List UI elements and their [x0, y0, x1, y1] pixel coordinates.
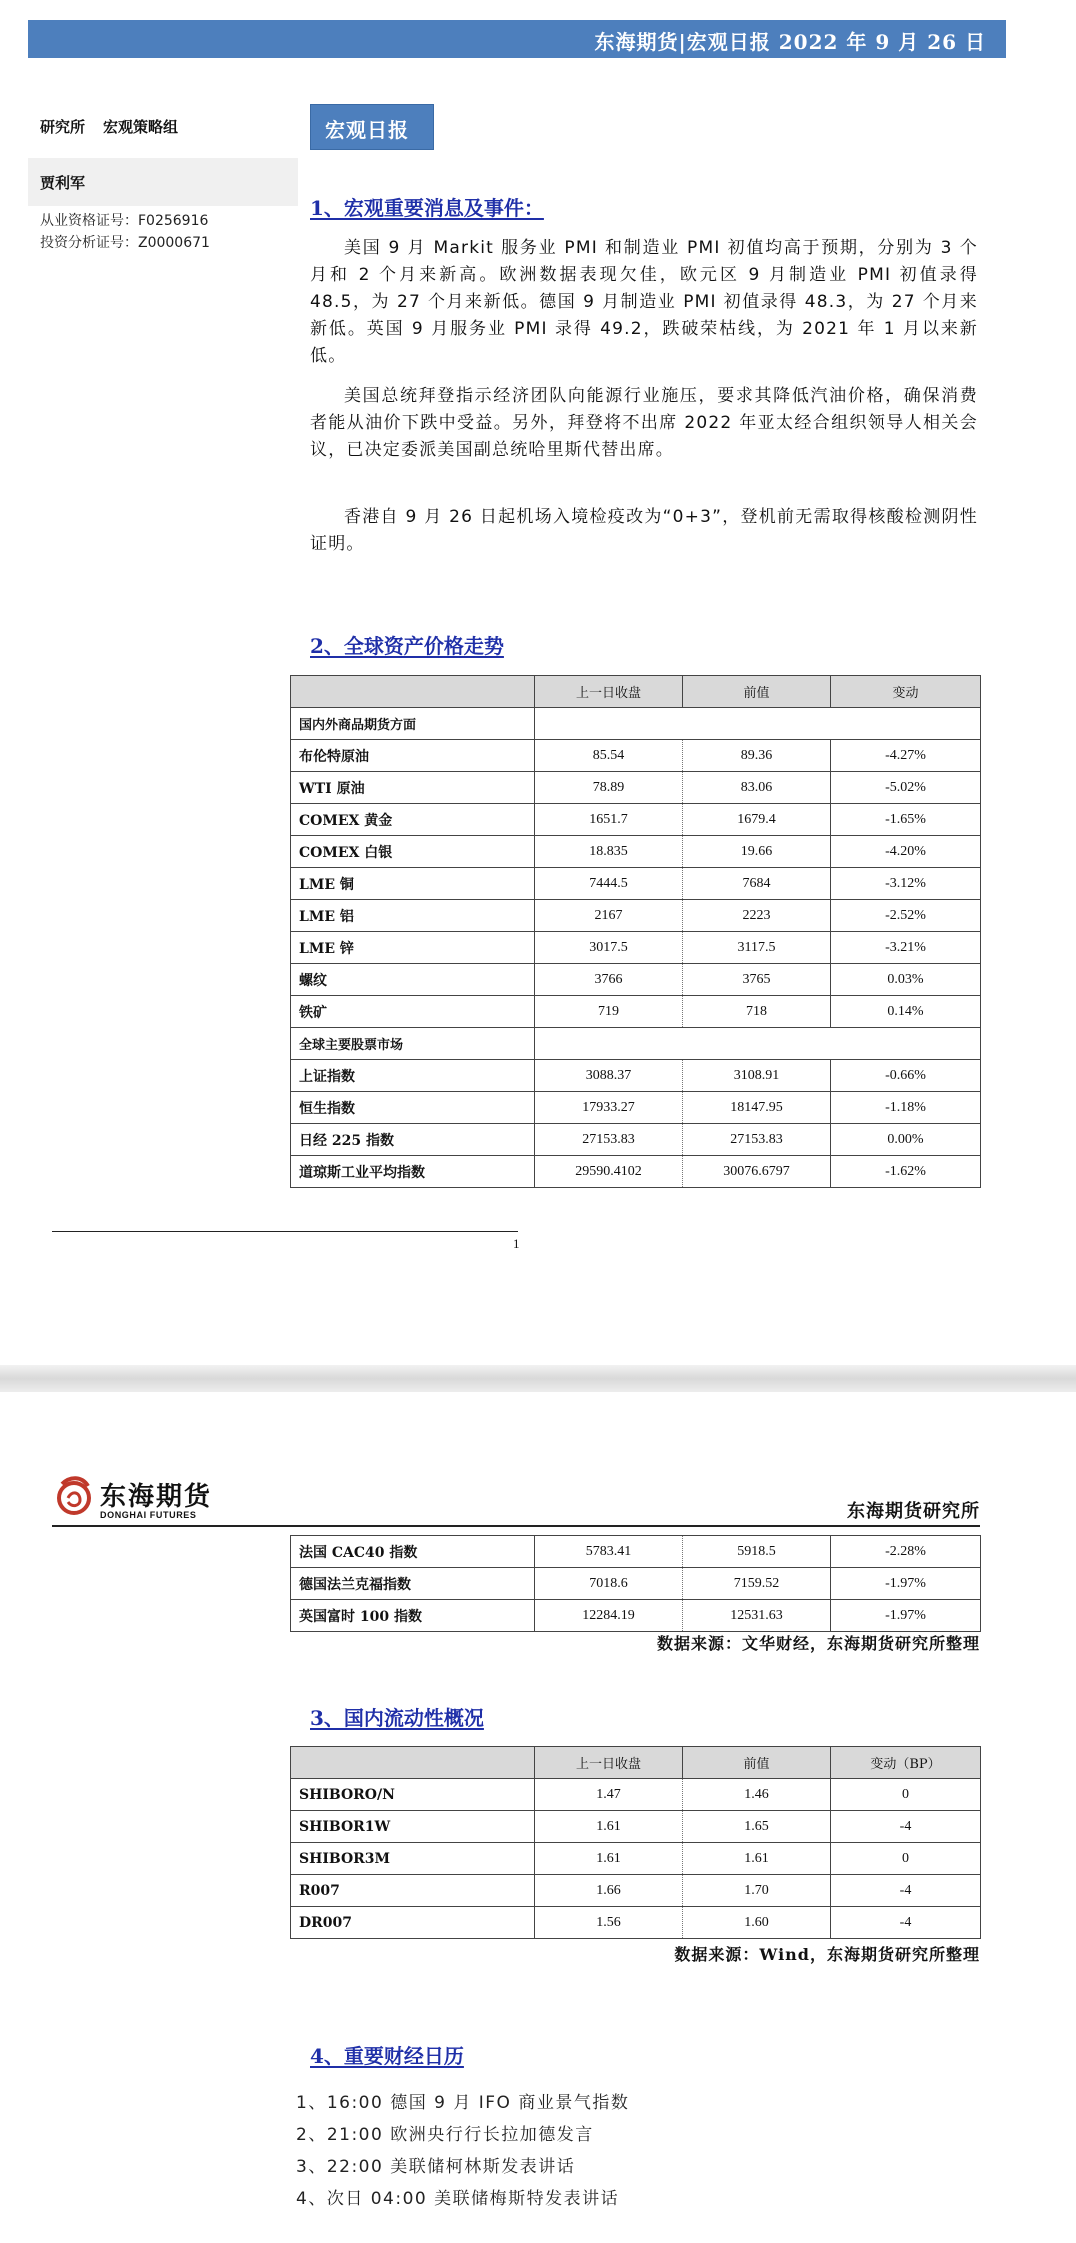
row-prev: 7159.52 — [683, 1568, 831, 1600]
section-4-title: 4、重要财经日历 — [310, 2044, 464, 2068]
row-change: -3.21% — [831, 932, 981, 964]
report-title: 宏观日报 — [325, 118, 409, 142]
row-prev: 1.61 — [683, 1843, 831, 1875]
table-row — [291, 1843, 981, 1875]
row-close: 78.89 — [535, 772, 683, 804]
author-box — [28, 158, 298, 206]
row-name: 上证指数 — [291, 1060, 535, 1092]
row-close: 27153.83 — [535, 1124, 683, 1156]
liquidity-table — [290, 1746, 981, 1939]
table-row — [291, 1156, 981, 1188]
row-prev: 1.70 — [683, 1875, 831, 1907]
group-name: 宏观策略组 — [103, 118, 179, 136]
table-row — [291, 804, 981, 836]
row-close: 1.56 — [535, 1907, 683, 1939]
row-name: 布伦特原油 — [291, 740, 535, 772]
row-prev: 1.46 — [683, 1779, 831, 1811]
row-close: 1.66 — [535, 1875, 683, 1907]
logo-text-cn: 东海期货 — [100, 1482, 213, 1512]
row-close: 1651.7 — [535, 804, 683, 836]
row-name: WTI 原油 — [291, 772, 535, 804]
row-close: 1.61 — [535, 1843, 683, 1875]
calendar-item: 4、次日 04:00 美联储梅斯特发表讲话 — [296, 2189, 620, 2209]
table-row — [291, 1124, 981, 1156]
table-row — [291, 996, 981, 1028]
company-logo — [54, 1474, 254, 1524]
row-name: 恒生指数 — [291, 1092, 535, 1124]
row-prev: 5918.5 — [683, 1536, 831, 1568]
row-close: 18.835 — [535, 836, 683, 868]
row-name: 螺纹 — [291, 964, 535, 996]
table-row — [291, 1600, 981, 1632]
row-close: 5783.41 — [535, 1536, 683, 1568]
table-row — [291, 772, 981, 804]
row-change: -1.97% — [831, 1568, 981, 1600]
header-rule — [52, 1525, 980, 1527]
row-name: SHIBOR1W — [291, 1811, 535, 1843]
row-close: 719 — [535, 996, 683, 1028]
row-name: SHIBORO/N — [291, 1779, 535, 1811]
row-close: 1.61 — [535, 1811, 683, 1843]
header-change-bp: 变动（BP） — [831, 1747, 981, 1779]
row-change: 0.14% — [831, 996, 981, 1028]
data-source-2: 数据来源：Wind，东海期货研究所整理 — [674, 1945, 980, 1964]
department-line — [40, 116, 196, 137]
paragraph-biden: 美国总统拜登指示经济团队向能源行业施压，要求其降低汽油价格，确保消费者能从油价下跌中受益。另外，拜登将不出席 2022 年亚太经合组织领导人相关会议，已决定委派美国副总统哈里斯代替出席。 — [310, 386, 978, 460]
row-change: -1.18% — [831, 1092, 981, 1124]
table-row — [291, 1092, 981, 1124]
row-prev: 3765 — [683, 964, 831, 996]
section-1-title: 1、宏观重要消息及事件： — [310, 196, 544, 220]
row-name: 日经 225 指数 — [291, 1124, 535, 1156]
row-change: -1.97% — [831, 1600, 981, 1632]
row-change: -2.28% — [831, 1536, 981, 1568]
table-row — [291, 1875, 981, 1907]
analyst-cert: 投资分析证号：Z0000671 — [40, 235, 210, 251]
row-name: DR007 — [291, 1907, 535, 1939]
row-name: LME 铝 — [291, 900, 535, 932]
table-header-row — [291, 1747, 981, 1779]
row-change: 0 — [831, 1843, 981, 1875]
header-change: 变动 — [831, 676, 981, 708]
row-change: -5.02% — [831, 772, 981, 804]
page-separator — [0, 1365, 1076, 1392]
row-name: SHIBOR3M — [291, 1843, 535, 1875]
table-row — [291, 868, 981, 900]
row-close: 3766 — [535, 964, 683, 996]
row-prev: 1679.4 — [683, 804, 831, 836]
row-prev: 3108.91 — [683, 1060, 831, 1092]
row-prev: 7684 — [683, 868, 831, 900]
row-change: -4 — [831, 1907, 981, 1939]
row-prev: 89.36 — [683, 740, 831, 772]
row-prev: 2223 — [683, 900, 831, 932]
category-row — [291, 1028, 981, 1060]
page-number: 1 — [513, 1236, 520, 1251]
table-row — [291, 1536, 981, 1568]
row-close: 3088.37 — [535, 1060, 683, 1092]
category-commodities: 国内外商品期货方面 — [291, 708, 535, 740]
row-prev: 718 — [683, 996, 831, 1028]
calendar-item: 3、22:00 美联储柯林斯发表讲话 — [296, 2157, 576, 2177]
row-close: 85.54 — [535, 740, 683, 772]
department-name: 研究所 — [40, 118, 86, 136]
row-prev: 18147.95 — [683, 1092, 831, 1124]
row-prev: 27153.83 — [683, 1124, 831, 1156]
row-close: 17933.27 — [535, 1092, 683, 1124]
row-name: 道琼斯工业平均指数 — [291, 1156, 535, 1188]
paragraph-hongkong: 香港自 9 月 26 日起机场入境检疫改为“0+3”，登机前无需取得核酸检测阴性证明。 — [310, 507, 978, 554]
table-row — [291, 740, 981, 772]
table-row — [291, 1811, 981, 1843]
table-row — [291, 1907, 981, 1939]
row-change: 0.03% — [831, 964, 981, 996]
stock-rows — [291, 1060, 981, 1188]
report-title-box — [310, 104, 434, 150]
row-prev: 3117.5 — [683, 932, 831, 964]
header-close: 上一日收盘 — [535, 676, 683, 708]
paragraph-pmi: 美国 9 月 Markit 服务业 PMI 和制造业 PMI 初值均高于预期，分别为 3 个月和 2 个月来新高。欧洲数据表现欠佳，欧元区 9 月制造业 PMI 初值录得 48.5，为 27 个月来新低。德国 9 月制造业 PMI 初值录得 48.3，为 27 个月来新低。英国 9 月服务业 PMI 录得 49.2，跌破荣枯线，为 2021 年 1 月以来新低。 — [310, 238, 978, 366]
table-row — [291, 964, 981, 996]
liquidity-rows — [291, 1779, 981, 1939]
category-row — [291, 708, 981, 740]
row-change: 0 — [831, 1779, 981, 1811]
row-prev: 30076.6797 — [683, 1156, 831, 1188]
row-prev: 19.66 — [683, 836, 831, 868]
report-page-2 — [0, 1392, 1076, 2243]
row-close: 2167 — [535, 900, 683, 932]
header-prev: 前值 — [683, 1747, 831, 1779]
row-close: 7444.5 — [535, 868, 683, 900]
row-prev: 1.65 — [683, 1811, 831, 1843]
category-empty — [535, 1028, 981, 1060]
row-name: 法国 CAC40 指数 — [291, 1536, 535, 1568]
calendar-item: 1、16:00 德国 9 月 IFO 商业景气指数 — [296, 2093, 630, 2113]
institute-name: 东海期货研究所 — [847, 1501, 980, 1522]
header-empty — [291, 1747, 535, 1779]
row-change: -4.27% — [831, 740, 981, 772]
table-row — [291, 1779, 981, 1811]
calendar-item: 2、21:00 欧洲央行行长拉加德发言 — [296, 2125, 594, 2145]
row-prev: 1.60 — [683, 1907, 831, 1939]
category-empty — [535, 708, 981, 740]
row-change: -4 — [831, 1811, 981, 1843]
row-close: 29590.4102 — [535, 1156, 683, 1188]
data-source-1: 数据来源：文华财经，东海期货研究所整理 — [656, 1634, 980, 1653]
row-change: 0.00% — [831, 1124, 981, 1156]
row-name: 德国法兰克福指数 — [291, 1568, 535, 1600]
row-change: -2.52% — [831, 900, 981, 932]
row-close: 12284.19 — [535, 1600, 683, 1632]
table-header-row — [291, 676, 981, 708]
europe-stock-rows — [291, 1536, 981, 1632]
commodity-rows — [291, 740, 981, 1028]
asset-price-table-continued — [290, 1535, 981, 1632]
row-name: COMEX 黄金 — [291, 804, 535, 836]
row-change: -4.20% — [831, 836, 981, 868]
footer-rule — [52, 1231, 518, 1232]
table-row — [291, 1060, 981, 1092]
row-name: LME 锌 — [291, 932, 535, 964]
row-change: -1.62% — [831, 1156, 981, 1188]
header-title: 东海期货|宏观日报 2022 年 9 月 26 日 — [594, 30, 986, 54]
row-change: -1.65% — [831, 804, 981, 836]
header-prev: 前值 — [683, 676, 831, 708]
logo-text-en: DONGHAI FUTURES — [100, 1510, 197, 1520]
row-close: 7018.6 — [535, 1568, 683, 1600]
row-close: 3017.5 — [535, 932, 683, 964]
row-change: -0.66% — [831, 1060, 981, 1092]
table-row — [291, 932, 981, 964]
table-row — [291, 900, 981, 932]
row-prev: 83.06 — [683, 772, 831, 804]
row-change: -4 — [831, 1875, 981, 1907]
table-row — [291, 836, 981, 868]
row-name: 铁矿 — [291, 996, 535, 1028]
qualification-cert: 从业资格证号：F0256916 — [40, 213, 209, 229]
row-change: -3.12% — [831, 868, 981, 900]
header-close: 上一日收盘 — [535, 1747, 683, 1779]
row-name: LME 铜 — [291, 868, 535, 900]
header-bar — [28, 20, 1006, 58]
row-close: 1.47 — [535, 1779, 683, 1811]
category-stocks: 全球主要股票市场 — [291, 1028, 535, 1060]
section-2-title: 2、全球资产价格走势 — [310, 634, 504, 658]
table-row — [291, 1568, 981, 1600]
asset-price-table — [290, 675, 981, 1188]
header-empty — [291, 676, 535, 708]
row-name: COMEX 白银 — [291, 836, 535, 868]
author-name: 贾利军 — [40, 174, 86, 192]
section-3-title: 3、国内流动性概况 — [310, 1706, 484, 1730]
row-prev: 12531.63 — [683, 1600, 831, 1632]
row-name: 英国富时 100 指数 — [291, 1600, 535, 1632]
row-name: R007 — [291, 1875, 535, 1907]
logo-mark-icon — [54, 1474, 94, 1518]
